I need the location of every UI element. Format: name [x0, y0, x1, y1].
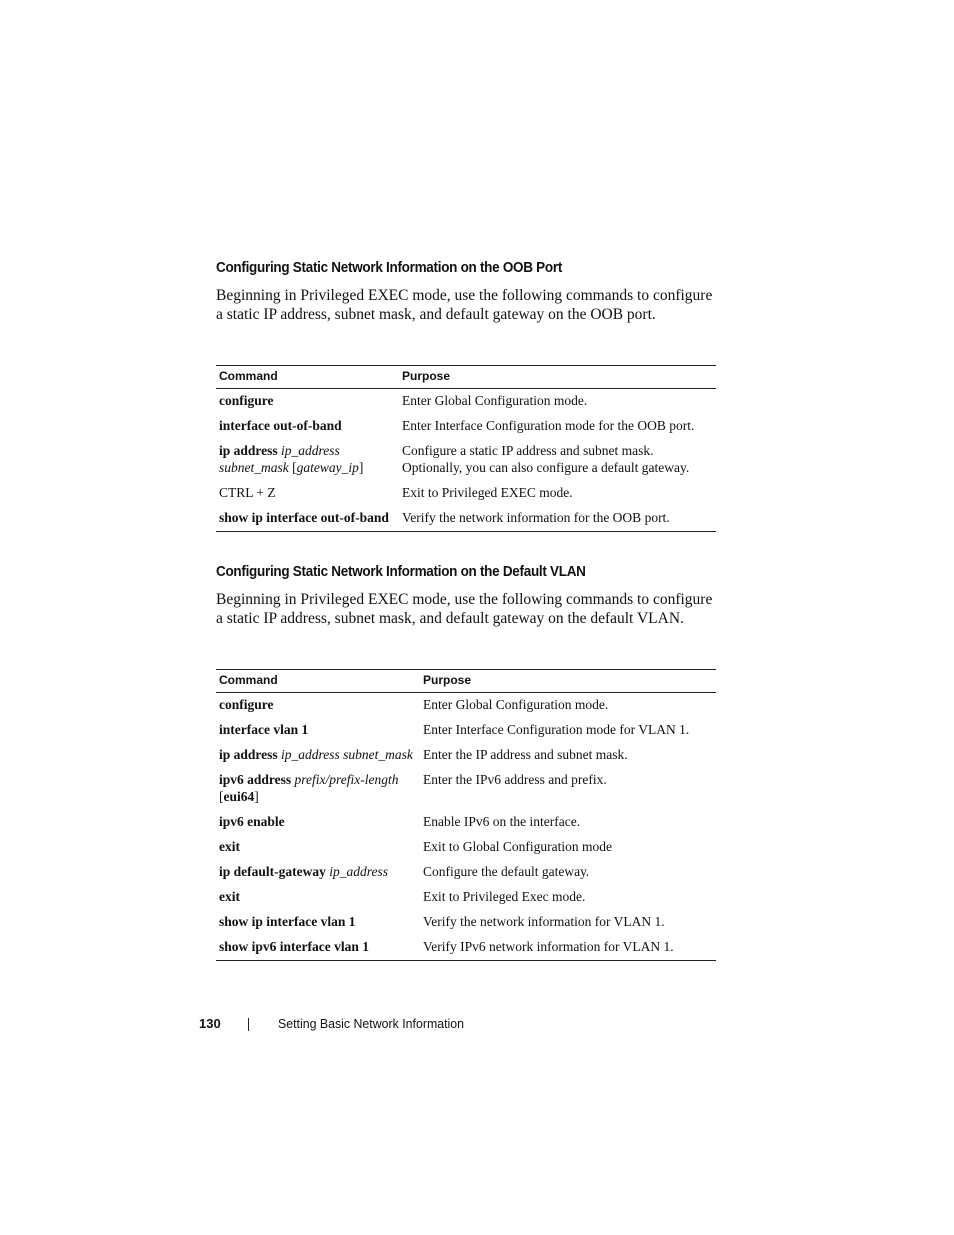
command-keyword: show ip interface out-of-band: [219, 510, 389, 525]
purpose-cell: Exit to Privileged EXEC mode.: [402, 485, 573, 500]
command-argument: ip_address subnet_mask: [281, 747, 413, 762]
table-row: [216, 743, 716, 768]
command-keyword: [: [288, 460, 297, 475]
table-row: [216, 810, 716, 835]
purpose-cell: Verify the network information for the OOB port.: [399, 506, 716, 532]
command-argument: ip_address subnet_mask: [219, 443, 340, 475]
purpose-cell: Enter Global Configuration mode.: [423, 697, 609, 712]
command-keyword: configure: [219, 393, 274, 408]
command-keyword: ip address: [219, 443, 282, 458]
footer-divider: [248, 1018, 249, 1031]
table-row: [216, 885, 716, 910]
command-keyword: show ipv6 interface vlan 1: [219, 939, 369, 954]
command-keyword: CTRL + Z: [219, 485, 276, 500]
command-table-vlan: [216, 669, 716, 961]
chapter-title: Setting Basic Network Information: [278, 1016, 465, 1031]
purpose-cell: Enable IPv6 on the interface.: [423, 814, 581, 829]
column-header-purpose: Purpose: [399, 366, 716, 389]
command-keyword: ipv6 address: [219, 772, 295, 787]
command-keyword: ipv6 enable: [219, 814, 285, 829]
purpose-cell: Enter Global Configuration mode.: [402, 393, 588, 408]
section-heading-oob: Configuring Static Network Information on the OOB Port: [216, 260, 563, 276]
table-header-row: [216, 670, 716, 693]
section-heading-vlan: Configuring Static Network Information on the Default VLAN: [216, 564, 586, 580]
command-cell: [216, 768, 420, 810]
command-argument: ip_address: [329, 864, 389, 879]
command-cell: [216, 481, 399, 506]
table-row: [216, 693, 716, 719]
table-header-row: [216, 366, 716, 389]
page-footer: [199, 1016, 599, 1036]
table-row: [216, 481, 716, 506]
table-row: [216, 935, 716, 961]
table-row: [216, 414, 716, 439]
purpose-cell: Enter the IPv6 address and prefix.: [423, 772, 607, 787]
column-header-purpose: Purpose: [420, 670, 716, 693]
command-keyword: interface vlan 1: [219, 722, 309, 737]
command-keyword: configure: [219, 697, 274, 712]
purpose-cell: Enter the IP address and subnet mask.: [423, 747, 628, 762]
purpose-cell: Verify IPv6 network information for VLAN 1.: [420, 935, 716, 961]
command-cell: [216, 860, 420, 885]
command-keyword: show ip interface vlan 1: [219, 914, 356, 929]
command-table-oob: [216, 365, 716, 532]
table-row: [216, 506, 716, 532]
table-row: [216, 389, 716, 415]
command-cell: [216, 885, 420, 910]
command-keyword: ]: [254, 789, 259, 804]
section-paragraph-vlan: Beginning in Privileged EXEC mode, use the following commands to configure a static IP address, subnet mask, and default gateway on the default VLAN.: [216, 591, 713, 627]
command-cell: [216, 439, 399, 481]
command-keyword: ]: [358, 460, 364, 475]
command-cell: [216, 718, 420, 743]
table-row: [216, 768, 716, 810]
command-cell: [216, 743, 420, 768]
command-keyword: exit: [219, 889, 240, 904]
command-cell: [216, 506, 399, 532]
command-keyword: eui64: [223, 789, 255, 804]
purpose-cell: Configure a static IP address and subnet mask. Optionally, you can also configure a default gateway.: [402, 443, 690, 475]
purpose-cell: Verify the network information for VLAN 1.: [423, 914, 665, 929]
purpose-cell: Enter Interface Configuration mode for VLAN 1.: [423, 722, 690, 737]
command-argument: prefix/prefix-length: [294, 772, 399, 787]
command-cell: [216, 935, 420, 961]
table-row: [216, 718, 716, 743]
command-cell: [216, 810, 420, 835]
command-keyword: exit: [219, 839, 240, 854]
command-cell: [216, 835, 420, 860]
command-keyword: [: [219, 789, 224, 804]
table-row: [216, 835, 716, 860]
command-cell: [216, 389, 399, 415]
command-cell: [216, 693, 420, 719]
table-row: [216, 860, 716, 885]
command-keyword: ip address: [219, 747, 282, 762]
purpose-cell: Enter Interface Configuration mode for the OOB port.: [402, 418, 695, 433]
table-row: [216, 910, 716, 935]
column-header-command: Command: [216, 670, 420, 693]
purpose-cell: Exit to Privileged Exec mode.: [423, 889, 586, 904]
command-keyword: interface out-of-band: [219, 418, 342, 433]
command-argument: gateway_ip: [296, 460, 359, 475]
purpose-cell: Exit to Global Configuration mode: [423, 839, 612, 854]
command-cell: [216, 414, 399, 439]
page-number: 130: [199, 1016, 221, 1031]
command-keyword: ip default-gateway: [219, 864, 330, 879]
purpose-cell: Configure the default gateway.: [423, 864, 590, 879]
table-row: [216, 439, 716, 481]
command-cell: [216, 910, 420, 935]
column-header-command: Command: [216, 366, 399, 389]
section-paragraph-oob: Beginning in Privileged EXEC mode, use the following commands to configure a static IP address, subnet mask, and default gateway on the OOB port.: [216, 287, 713, 323]
